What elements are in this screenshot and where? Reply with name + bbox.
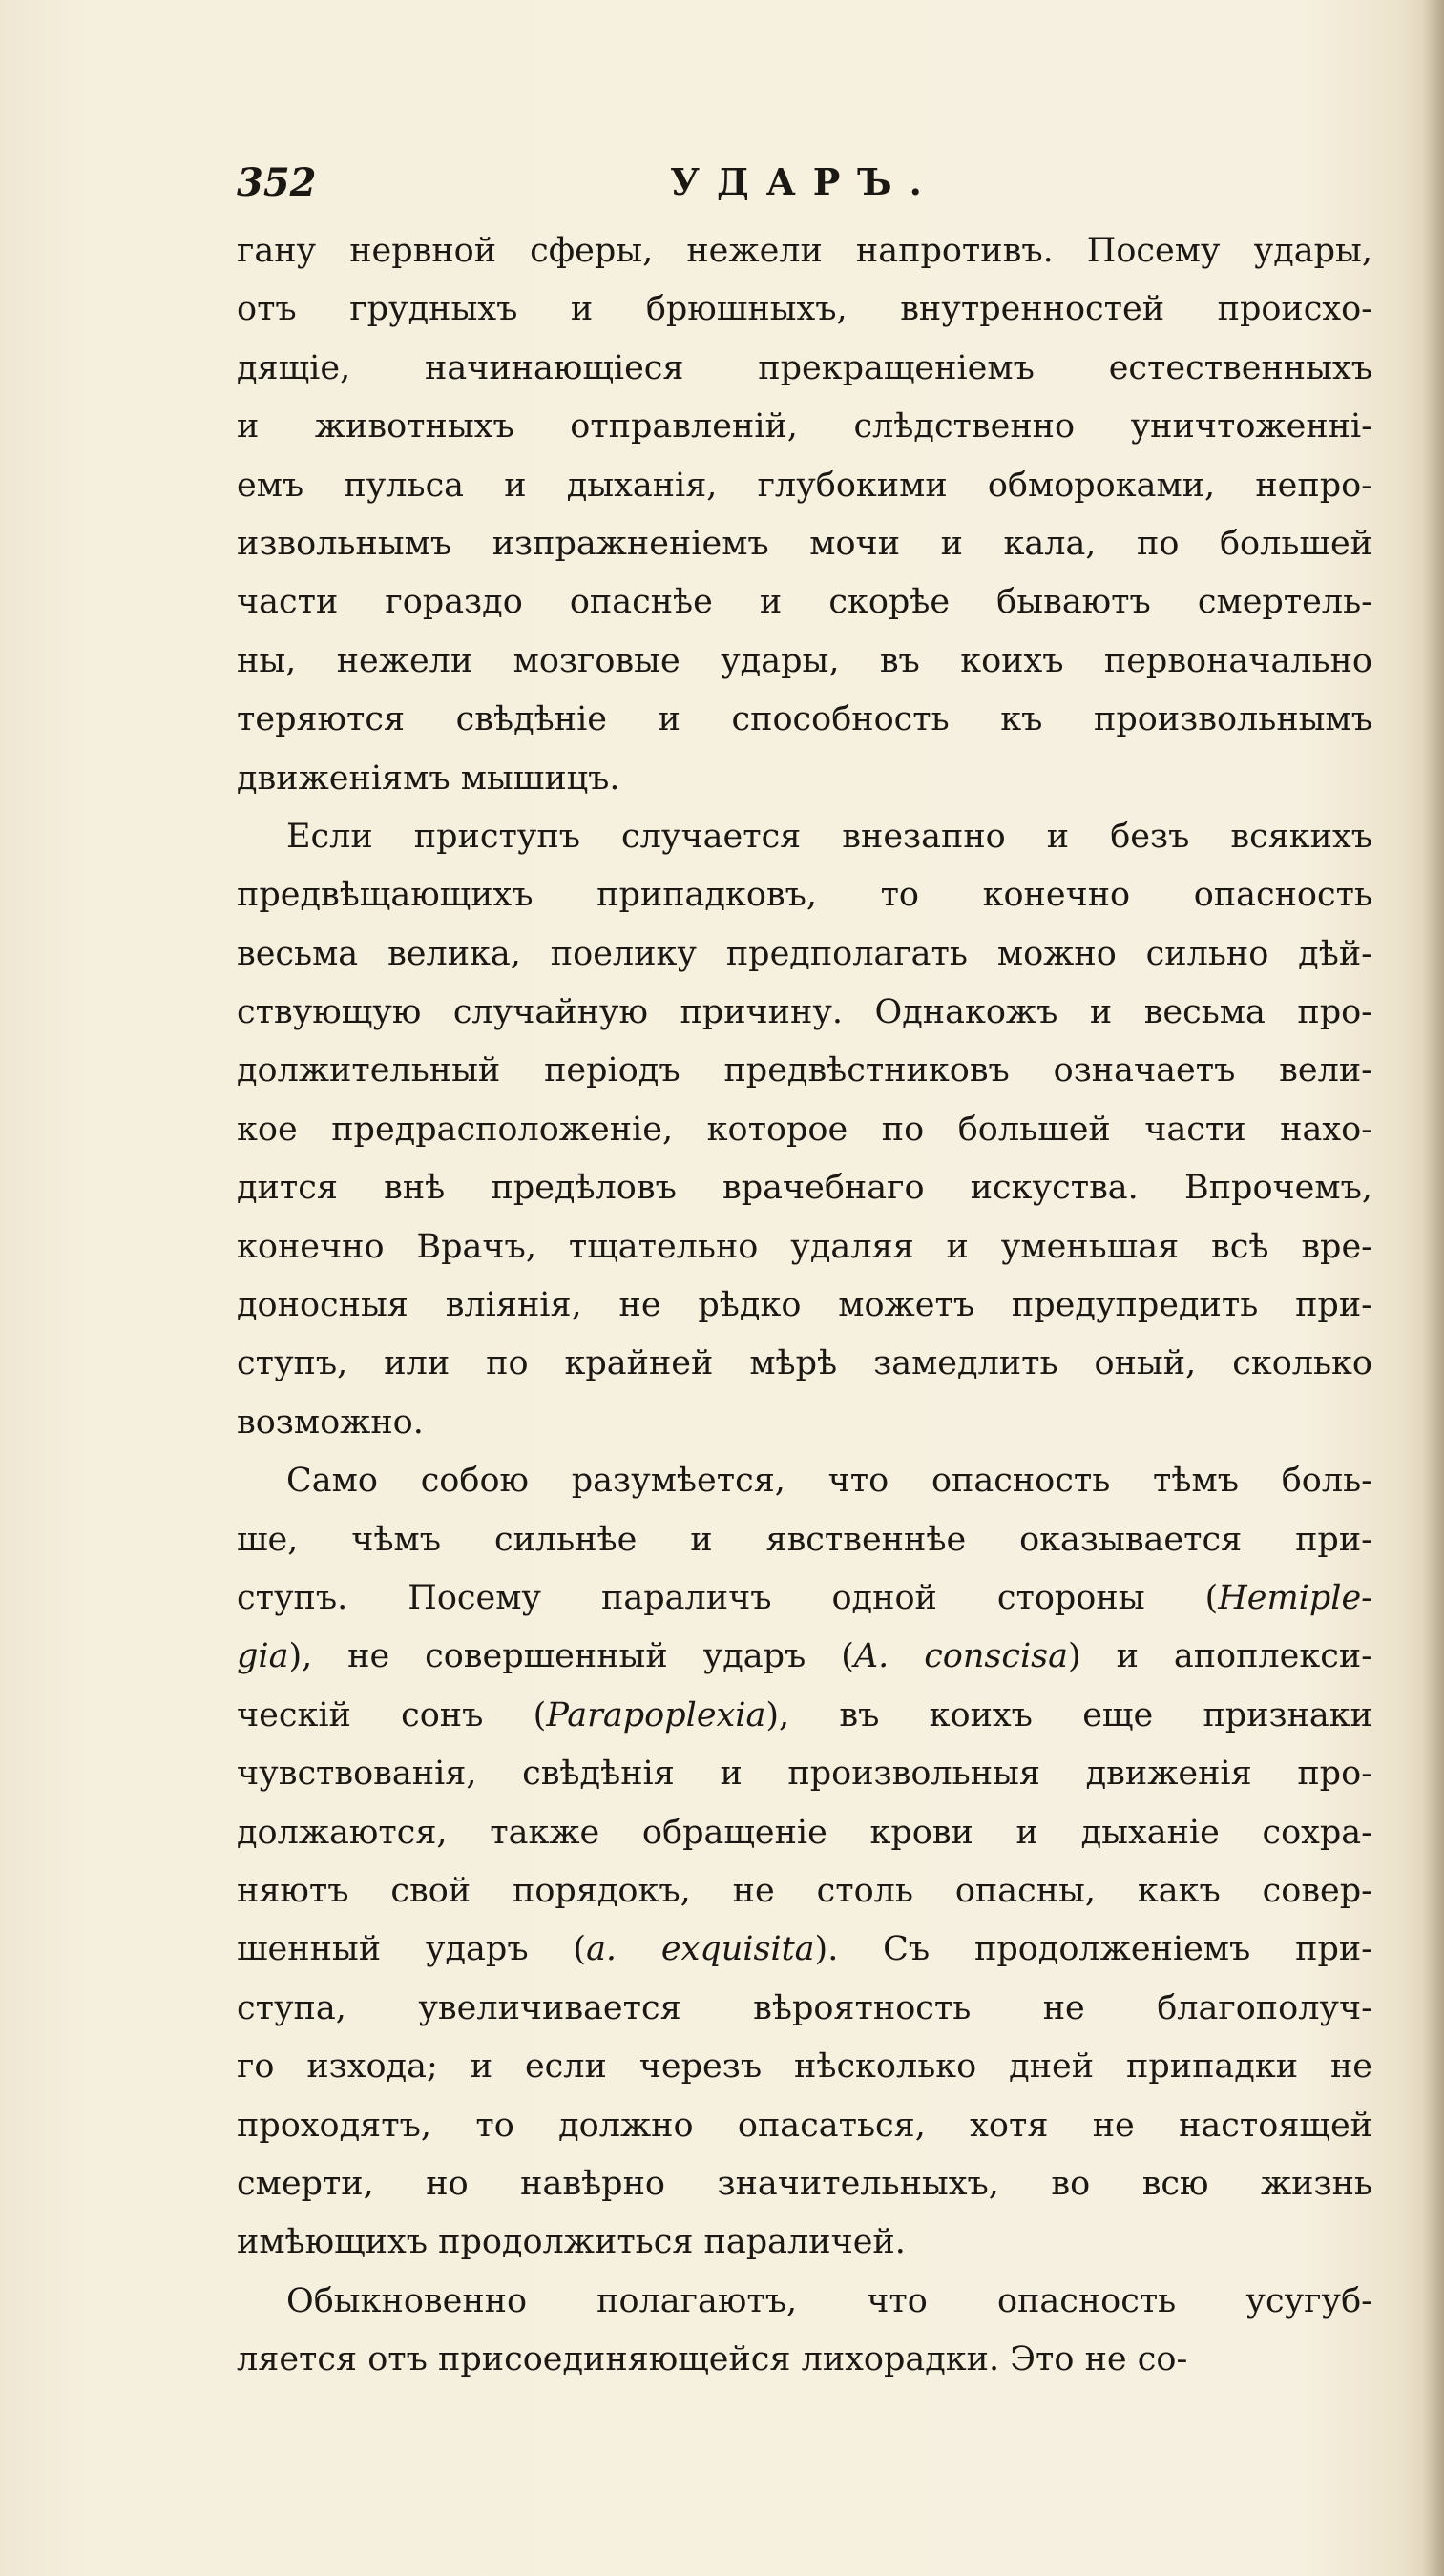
text-line: предвѣщающихъ припадковъ, то конечно опасность (237, 876, 1372, 915)
text-line: Само собою разумѣется, что опасность тѣмъ боль- (286, 1462, 1372, 1501)
text-line: емъ пульса и дыханія, глубокими обмороками, непро- (237, 466, 1372, 505)
text-line: Обыкновенно полагаютъ, что опасность усугуб- (286, 2281, 1372, 2320)
text-line: ше, чѣмъ сильнѣе и явственнѣе оказывается при- (237, 1520, 1372, 1559)
text-line: доносныя вліянія, не рѣдко можетъ предупредить при- (237, 1286, 1372, 1325)
text-line: должительный періодъ предвѣстниковъ означаетъ вели- (237, 1051, 1372, 1091)
text-line: гану нервной сферы, нежели напротивъ. Посему удары, (237, 232, 1372, 270)
text-line: ступъ, или по крайней мѣрѣ замедлить оный, сколько (237, 1344, 1372, 1383)
text-line: кое предрасположеніе, которое по большей части нахо- (237, 1110, 1372, 1149)
text-line: отъ грудныхъ и брюшныхъ, внутренностей происхо- (237, 290, 1372, 329)
text-line: проходятъ, то должно опасаться, хотя не настоящей (237, 2106, 1372, 2145)
page-header (237, 160, 1372, 218)
page-edge-shadow (1423, 0, 1444, 2576)
text-line: должаются, также обращеніе крови и дыханіе сохра- (237, 1813, 1372, 1852)
text-line: конечно Врачъ, тщательно удаляя и уменьшая всѣ вре- (237, 1227, 1372, 1266)
text-line: дящіе, начинающіеся прекращеніемъ естественныхъ (237, 348, 1372, 387)
text-line: Если приступъ случается внезапно и безъ всякихъ (286, 817, 1372, 856)
text-line: ступъ. Посему параличъ одной стороны (Hemiple- (237, 1578, 1372, 1617)
text-line: ступа, увеличивается вѣроятность не благополуч- (237, 1988, 1372, 2027)
text-line: смерти, но навѣрно значительныхъ, во всю жизнь (237, 2164, 1372, 2203)
text-line: чувствованія, свѣдѣнія и произвольныя движенія про- (237, 1755, 1372, 1794)
text-line: шенный ударъ (a. exquisita). Съ продолженіемъ при- (237, 1930, 1372, 1969)
text-line: части гораздо опаснѣе и скорѣе бываютъ смертель- (237, 583, 1372, 622)
text-line: теряются свѣдѣніе и способность къ произвольнымъ (237, 700, 1372, 739)
text-line: и животныхъ отправленій, слѣдственно уничтоженні- (237, 407, 1372, 447)
text-line: ствующую случайную причину. Однакожъ и весьма про- (237, 993, 1372, 1032)
text-line: весьма велика, поелику предполагать можно сильно дѣй- (237, 934, 1372, 973)
page-number: 352 (237, 160, 317, 205)
text-line: движеніямъ мышицъ. (237, 758, 620, 798)
text-line: ны, нежели мозговые удары, въ коихъ первоначально (237, 641, 1372, 680)
running-head: УДАРЪ. (670, 160, 939, 203)
body-text (237, 222, 1372, 2389)
text-line: возможно. (237, 1402, 424, 1442)
text-line: имѣющихъ продолжиться параличей. (237, 2223, 906, 2262)
text-line: извольнымъ изпражненіемъ мочи и кала, по большей (237, 524, 1372, 563)
text-line: дится внѣ предѣловъ врачебнаго искуства. Впрочемъ, (237, 1169, 1372, 1208)
text-line: ческій сонъ (Parapoplexia), въ коихъ еще признаки (237, 1695, 1372, 1735)
text-line: gia), не совершенный ударъ (A. conscisa) и апоплекси- (237, 1637, 1372, 1676)
text-line: го изхода; и если черезъ нѣсколько дней припадки не (237, 2047, 1372, 2087)
text-line: ляется отъ присоединяющейся лихорадки. Это не со- (237, 2340, 1188, 2379)
text-line: няютъ свой порядокъ, не столь опасны, какъ совер- (237, 1871, 1372, 1910)
